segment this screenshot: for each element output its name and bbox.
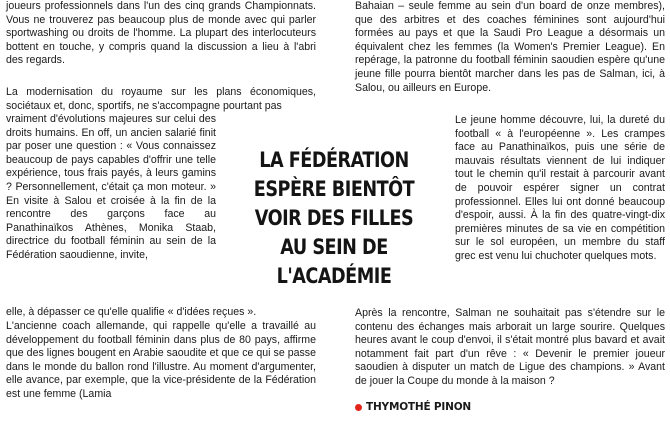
paragraph-ancien-salarie: vraiment d'évolutions majeures sur celui des droits humains. En off, un ancien salarié finit par poser une question : « Vous connaissez beaucoup de pays capables d'offrir une telle expérience, tous frais payés, à leurs gamins ? Personnellement, c'était ça mon moteur. » En visite à Salou et croisée à la fin de la rencontre des garçons face au Panathinaïkos Athènes, Monika Staab, directrice du football féminin au sein de la Fédération saoudienne, invite, xyxy=(6,113,216,261)
paragraph-ancienne-coach: L'ancienne coach allemande, qui rappelle qu'elle a travaillé au développement du football féminin dans plus de 80 pays, affirme que des lignes bougent en Arabie saoudite et que ce qui se passe dans le monde du ballon rond l'illustre. Au moment d'argumenter, elle avance, par exemple, que la vice-présidente de la Fédération est une femme (Lamia xyxy=(6,320,316,400)
author-name: THYMOTHÉ PINON xyxy=(366,401,472,413)
paragraph-modernisation: La modernisation du royaume sur les plans économiques, sociétaux et, donc, sportifs, ne s'accompagne pourtant pas xyxy=(6,86,316,112)
paragraph-bahaian: Bahaian – seule femme au sein d'un board de onze membres), que des arbitres et des coaches féminines sont aujourd'hui formées au pays et que la Saudi Pro League a désormais un équivalent chez les femmes (la Women's Premier League). En repérage, la patronne du football féminin saoudien espère qu'une jeune fille pourra bientôt marcher dans les pas de Salman, ici, à Salou, ou ailleurs en Europe. xyxy=(355,0,665,94)
paragraph-jeune-homme: Le jeune homme découvre, lui, la dureté du football « à l'européenne ». Les crampes face au Panathinaïkos, puis une série de mauvais résultats viennent de lui indiquer tout le chemin qu'il restait à parcourir avant de pouvoir espérer signer un contrat professionnel. Elles lui ont donné beaucoup d'espoir, aussi. À la fin des quatre-vingt-dix premières minutes de sa vie en compétition sur le sol européen, un membre du staff grec est venu lui chuchoter quelques mots. xyxy=(455,114,665,262)
byline xyxy=(355,401,471,413)
paragraph-idees-recues: elle, à dépasser ce qu'elle qualifie « d'idées reçues ». xyxy=(6,306,257,318)
pull-quote: LA FÉDÉRATION ESPÈRE BIENTÔT VOIR DES FILLES AU SEIN DE L'ACADÉMIE xyxy=(253,148,415,289)
paragraph-apres-rencontre: Après la rencontre, Salman ne souhaitait pas s'étendre sur le contenu des échanges mais arborait un large sourire. Quelques heures avant le coup d'envoi, il s'était montré plus bavard et avait notamment fait part d'un rêve : « Devenir le premier joueur saoudien à disputer un match de Ligue des champions. » Avant de jouer la Coupe du monde à la maison ? xyxy=(355,307,665,387)
bullet-dot-icon xyxy=(355,404,362,411)
paragraph-intro: joueurs professionnels dans l'un des cinq grands Championnats. Vous ne trouverez pas beaucoup plus de monde avec qui parler sportwashing ou droits de l'homme. La plupart des interlocuteurs bottent en touche, y compris quand la discussion a lieu à l'abri des regards. xyxy=(6,0,316,67)
